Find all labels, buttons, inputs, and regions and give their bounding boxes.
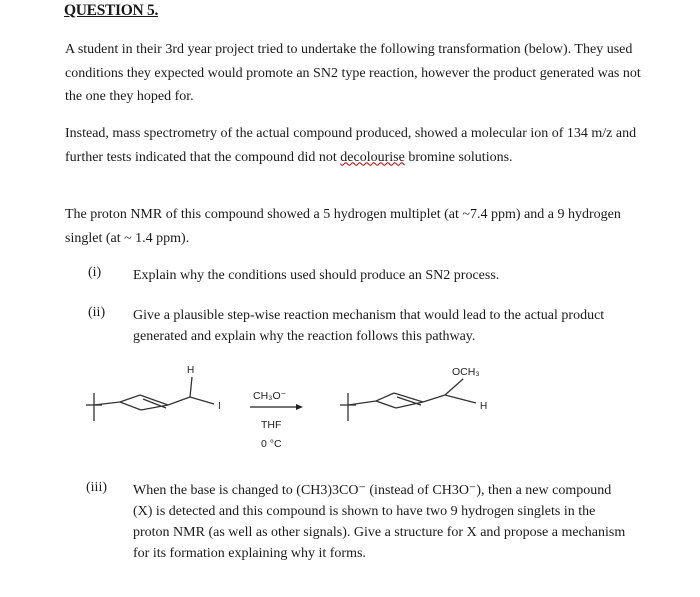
mass-spec-text-a: Instead, mass spectrometry of the actual compound produced, showed a molecular ion of 134 m/z and further tests indicated that the compound did not: [65, 126, 637, 165]
temperature-label: 0 °C: [261, 438, 282, 450]
intro-paragraph: A student in their 3rd year project tried to undertake the following transformation (below). They used conditions they expected would promote an SN2 type reaction, however the product generated was not the one they hoped for.: [65, 42, 641, 104]
item-number-iii: (iii): [86, 480, 107, 495]
item-text-iii: When the base is changed to (CH3)3CO⁻ (instead of CH3O⁻), then a new compound (X) is detected and this compound is shown to have two 9 hydrogen singlets in the proton NMR (as well as other signals). Give a structure for X and propose a mechanism for its formation explaining why it forms.: [133, 483, 626, 561]
product-structure: [340, 379, 476, 421]
product-och3-label: OCH₃: [452, 366, 480, 378]
question-title: QUESTION 5.: [64, 2, 159, 19]
nmr-paragraph: The proton NMR of this compound showed a 5 hydrogen multiplet (at ~7.4 ppm) and a 9 hydrogen singlet (at ~ 1.4 ppm).: [65, 207, 621, 246]
mass-spec-text-b: bromine solutions.: [404, 149, 513, 165]
mass-spec-paragraph: [65, 122, 645, 169]
solvent-label: THF: [261, 419, 282, 431]
reactant-structure: [86, 377, 214, 421]
reaction-arrowhead: [296, 404, 303, 410]
item-number-i: (i): [88, 265, 102, 280]
item-number-ii: (ii): [88, 305, 106, 320]
reagent-label: CH₃O⁻: [253, 390, 287, 402]
item-text-i: Explain why the conditions used should produce an SN2 process.: [133, 268, 500, 283]
product-h-label: H: [480, 401, 488, 412]
decolourise-word: decolourise: [340, 149, 405, 165]
item-text-ii: Give a plausible step-wise reaction mechanism that would lead to the actual product generated and explain why the reaction follows this pathway.: [133, 308, 605, 344]
reactant-h-label: H: [187, 365, 195, 376]
reaction-scheme: [0, 355, 700, 465]
reactant-i-label: I: [218, 401, 221, 412]
